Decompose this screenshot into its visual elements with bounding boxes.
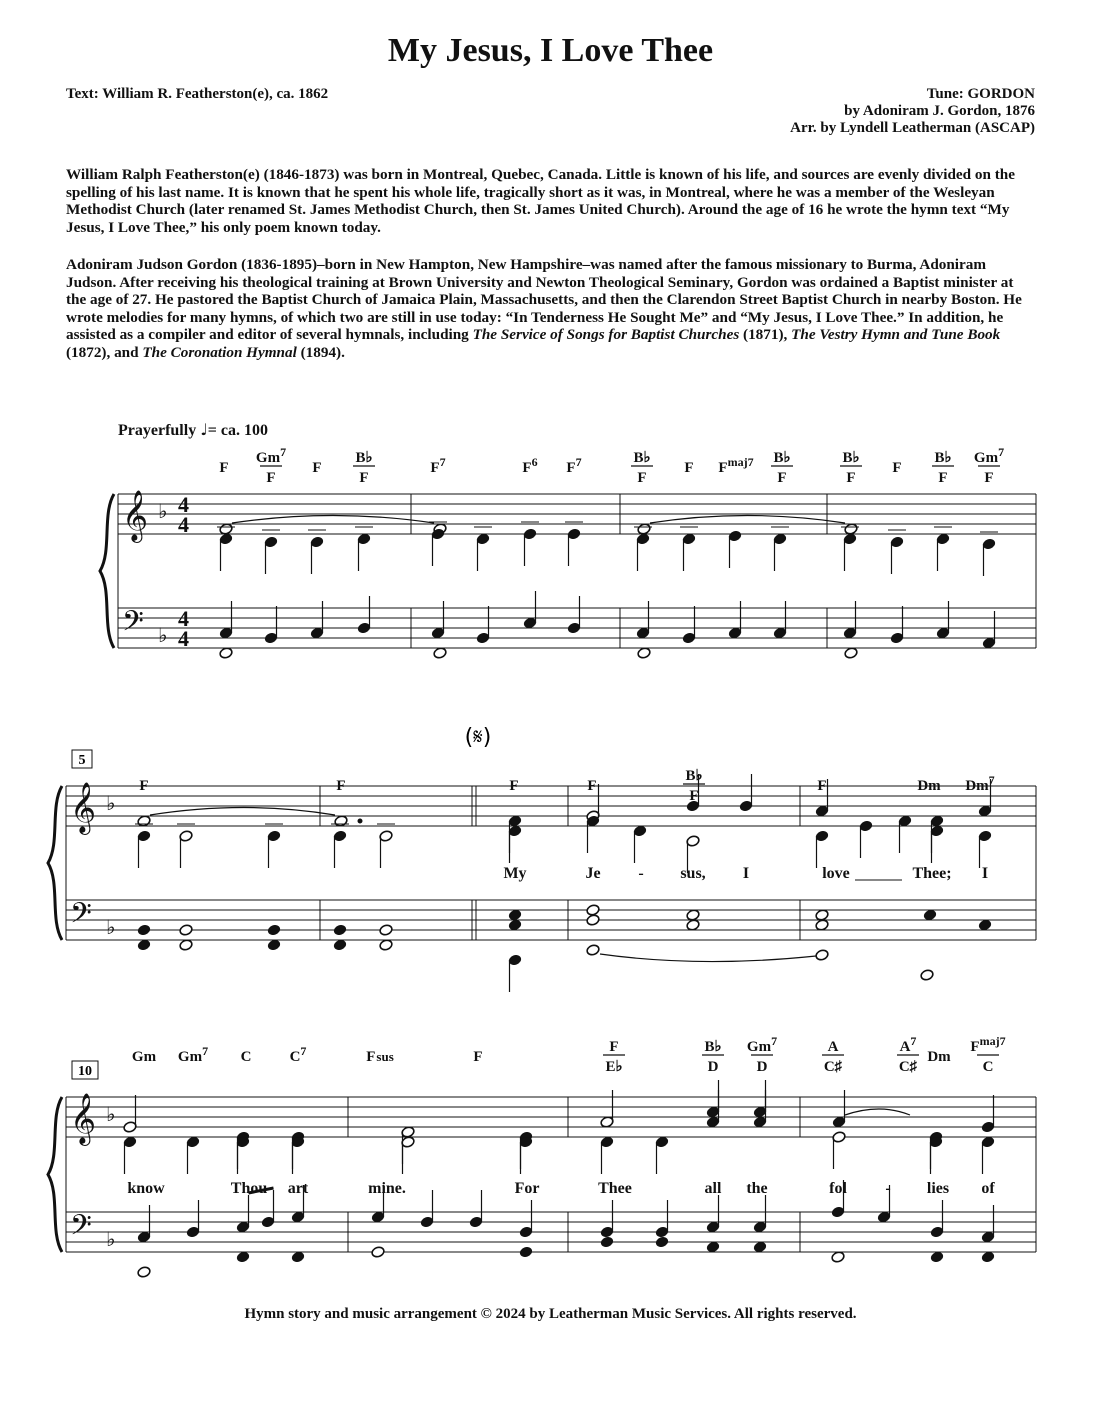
chord-symbol: Gm$^7$: [973, 445, 1005, 466]
time-signature: 4: [178, 626, 189, 651]
chord-symbol: Gm$^7$: [177, 1044, 209, 1065]
chord-symbol: F: [892, 460, 902, 476]
chord-symbol: B♭: [773, 450, 791, 466]
note-head: [379, 939, 393, 952]
text-credit: Text: William R. Featherston(e), ca. 1862: [66, 86, 329, 102]
chord-symbol: E♭: [605, 1059, 623, 1075]
note-head: [334, 815, 348, 828]
tie: [232, 516, 434, 524]
chord-symbol: F: [509, 778, 519, 794]
tie: [845, 1109, 910, 1115]
flat-key-signature-icon: ♭: [106, 917, 116, 939]
lyric-syllable: My: [503, 865, 527, 882]
lyric-syllable: -: [638, 865, 644, 882]
chord-symbol: F: [938, 470, 948, 486]
chord-symbol: F: [817, 778, 827, 794]
note-head: [586, 944, 600, 957]
time-signature: 4: [178, 606, 189, 631]
note-head: [831, 1251, 845, 1264]
chord-symbol: F: [139, 778, 149, 794]
tune-composer: by Adoniram J. Gordon, 1876: [844, 103, 1035, 119]
note-head: [600, 1236, 614, 1249]
note-head: [923, 909, 937, 922]
tune-arranger: Arr. by Lyndell Leatherman (ASCAP): [790, 120, 1035, 136]
tempo-bpm: = ca. 100: [207, 422, 268, 439]
flat-key-signature-icon: ♭: [158, 501, 168, 523]
lyric-syllable: know: [127, 1180, 165, 1197]
chord-symbol: Gm$^7$: [746, 1034, 778, 1055]
note-head: [379, 924, 393, 937]
chord-symbol: B♭: [355, 450, 373, 466]
treble-clef-icon: 𝄞: [70, 782, 97, 833]
note-head: [371, 1246, 385, 1259]
treble-clef-icon: 𝄞: [70, 1093, 97, 1144]
note-head: [179, 924, 193, 937]
chord-symbol: F: [689, 788, 699, 804]
measure-number: 5: [78, 753, 86, 768]
note-head: [433, 647, 447, 660]
chord-symbol: F: [684, 460, 694, 476]
chord-symbol: B♭: [704, 1039, 722, 1055]
note-head: [815, 919, 829, 932]
flat-key-signature-icon: ♭: [158, 625, 168, 647]
note-head: [519, 1246, 533, 1259]
chord-symbol: Gm: [131, 1049, 157, 1065]
chord-symbol: C: [240, 1049, 252, 1065]
note-head: [981, 1251, 995, 1264]
lyric-syllable: Je: [585, 865, 601, 882]
chord-symbol: Dm: [917, 778, 941, 794]
note-head: [686, 919, 700, 932]
chord-symbol: C♯: [823, 1059, 843, 1075]
chord-symbol: F: [587, 778, 597, 794]
chord-symbol: F: [637, 470, 647, 486]
chord-symbol: B♭: [842, 450, 860, 466]
lyric-syllable: I: [981, 865, 989, 882]
grand-staff-brace: [48, 786, 62, 940]
chord-symbol: F: [609, 1039, 619, 1055]
lyric-syllable: mine.: [368, 1180, 406, 1197]
note-head: [815, 949, 829, 962]
note-head: [267, 924, 281, 937]
note-head: [179, 939, 193, 952]
chord-symbol: D: [756, 1059, 768, 1075]
chord-symbol: A: [827, 1039, 839, 1055]
chord-symbol: F: [219, 460, 229, 476]
chord-symbol: B♭: [934, 450, 952, 466]
lyric-syllable: the: [746, 1180, 768, 1197]
grand-staff-brace: [100, 494, 114, 648]
chord-symbol: C♯: [898, 1059, 918, 1075]
hymn-story-author: William Ralph Featherston(e) (1846-1873) was born in Montreal, Quebec, Canada. Little is known of his life, and sources are evenly divided on the spelling of his last name. It is known that he spent his whole life, tragically short as it was, in Montreal, where he was a member of the Wesleyan Methodist Church (later renamed St. James Methodist Church, then St. James United Church). Around the age of 16 he wrote the hymn text “My Jesus, I Love Thee,” his only poem known today.: [66, 166, 1015, 236]
flat-key-signature-icon: ♭: [106, 1229, 116, 1251]
tune-name: Tune: GORDON: [926, 86, 1035, 102]
tempo-word: Prayerfully: [118, 422, 197, 439]
bass-clef-icon: 𝄢: [70, 1209, 92, 1249]
lyric-syllable: sus,: [680, 865, 706, 882]
flat-key-signature-icon: ♭: [106, 793, 116, 815]
time-signature: 4: [178, 492, 189, 517]
grand-staff-brace: [48, 1097, 62, 1252]
chord-symbol: Dm$^7$: [965, 773, 995, 794]
lyric-syllable: Thee: [598, 1180, 632, 1197]
measure-number: 10: [78, 1064, 92, 1079]
note-head: [637, 647, 651, 660]
chord-symbol: F: [359, 470, 369, 486]
chord-symbol: $F^7$: [430, 455, 446, 476]
chord-symbol: Fsus: [366, 1049, 394, 1065]
chord-symbol: $A^7$: [899, 1034, 917, 1055]
quarter-note-icon: ♩: [200, 420, 208, 439]
lyric-syllable: I: [742, 865, 750, 882]
hymnal-title: The Service of Songs for Baptist Churches: [472, 326, 740, 344]
tie: [150, 808, 335, 816]
bass-clef-icon: 𝄢: [70, 897, 92, 937]
note-head: [586, 904, 600, 917]
segno-sign: (𝄋): [464, 725, 492, 750]
story-text: Adoniram Judson Gordon (1836-1895)–born in New Hampton, New Hampshire–was named after the famous missionary to Burma, Adoniram Judson. After receiving his theological training at Brown University and Newton Theological Seminary, Gordon was ordained a Baptist minister at the age of 27. He pastored the Baptist Church of Jamaica Plain, Massachusetts, and then the Clarendon Street Baptist Church in nearby Boston. He wrote melodies for many hymns, of which two are still in use today: “In Tenderness He Sought Me” and “My Jesus, I Love Thee.” In addition, he assisted as a compiler and editor of several hymnals, including: [66, 256, 1022, 344]
note-head: [978, 919, 992, 932]
dot: [358, 819, 362, 823]
chord-symbol: $F^7$: [566, 455, 582, 476]
lyric-syllable: Thou: [230, 1180, 268, 1197]
chord-symbol: C: [982, 1059, 994, 1075]
lyric-syllable: Thee;: [912, 865, 952, 882]
note-head: [333, 924, 347, 937]
chord-symbol: $F^{maj7}$: [718, 455, 754, 476]
chord-symbol: F: [777, 470, 787, 486]
lyric-syllable: lies: [926, 1180, 950, 1197]
chord-symbol: $F^{maj7}$: [970, 1034, 1006, 1055]
note-head: [267, 939, 281, 952]
lyric-syllable: all: [704, 1180, 722, 1197]
chord-symbol: F: [312, 460, 322, 476]
note-head: [137, 939, 151, 952]
note-head: [508, 909, 522, 922]
chord-symbol: B♭: [633, 450, 651, 466]
note-head: [686, 909, 700, 922]
chord-symbol: D: [707, 1059, 719, 1075]
chord-symbol: $C^7$: [289, 1044, 307, 1065]
lyric-syllable: fol: [829, 1180, 847, 1197]
bass-clef-icon: 𝄢: [122, 605, 144, 645]
note-head: [586, 914, 600, 927]
chord-symbol: F: [846, 470, 856, 486]
tie: [600, 954, 816, 962]
note-head: [333, 939, 347, 952]
note-head: [930, 1251, 944, 1264]
story-text: (1872), and: [66, 343, 143, 361]
note-head: [219, 523, 233, 536]
note-head: [844, 523, 858, 536]
note-head: [844, 647, 858, 660]
note-head: [706, 1241, 720, 1254]
note-head: [236, 1251, 250, 1264]
chord-symbol: Gm$^7$: [255, 445, 287, 466]
note-head: [753, 1241, 767, 1254]
time-signature: 4: [178, 512, 189, 537]
treble-clef-icon: 𝄞: [122, 490, 149, 541]
note-head: [920, 969, 934, 982]
lyric-syllable: -: [885, 1180, 891, 1197]
note-head: [508, 919, 522, 932]
note-head: [655, 1236, 669, 1249]
story-text: (1894).: [296, 343, 345, 361]
copyright-footer: Hymn story and music arrangement © 2024 by Leatherman Music Services. All rights reserved.: [244, 1306, 857, 1322]
chord-symbol: $F^6$: [522, 455, 538, 476]
note-head: [137, 815, 151, 828]
flat-key-signature-icon: ♭: [106, 1104, 116, 1126]
note-head: [815, 909, 829, 922]
tie: [650, 516, 845, 524]
lyric-syllable: love: [822, 865, 850, 882]
hymnal-title: The Coronation Hymnal: [142, 343, 297, 361]
lyric-syllable: For: [514, 1180, 540, 1197]
chord-symbol: F: [266, 470, 276, 486]
chord-symbol: B♭: [685, 768, 703, 784]
story-text: (1871),: [739, 326, 792, 344]
chord-symbol: F: [984, 470, 994, 486]
note-head: [137, 1266, 151, 1279]
lyric-syllable: of: [981, 1180, 995, 1197]
chord-symbol: F: [473, 1049, 483, 1065]
chord-symbol: Dm: [927, 1049, 951, 1065]
note-head: [291, 1251, 305, 1264]
chord-symbol: F: [336, 778, 346, 794]
lyric-syllable: art: [287, 1180, 309, 1197]
note-head: [637, 523, 651, 536]
hymnal-title: The Vestry Hymn and Tune Book: [791, 326, 1001, 344]
note-head: [137, 924, 151, 937]
note-head: [219, 647, 233, 660]
page-title: My Jesus, I Love Thee: [387, 32, 714, 69]
